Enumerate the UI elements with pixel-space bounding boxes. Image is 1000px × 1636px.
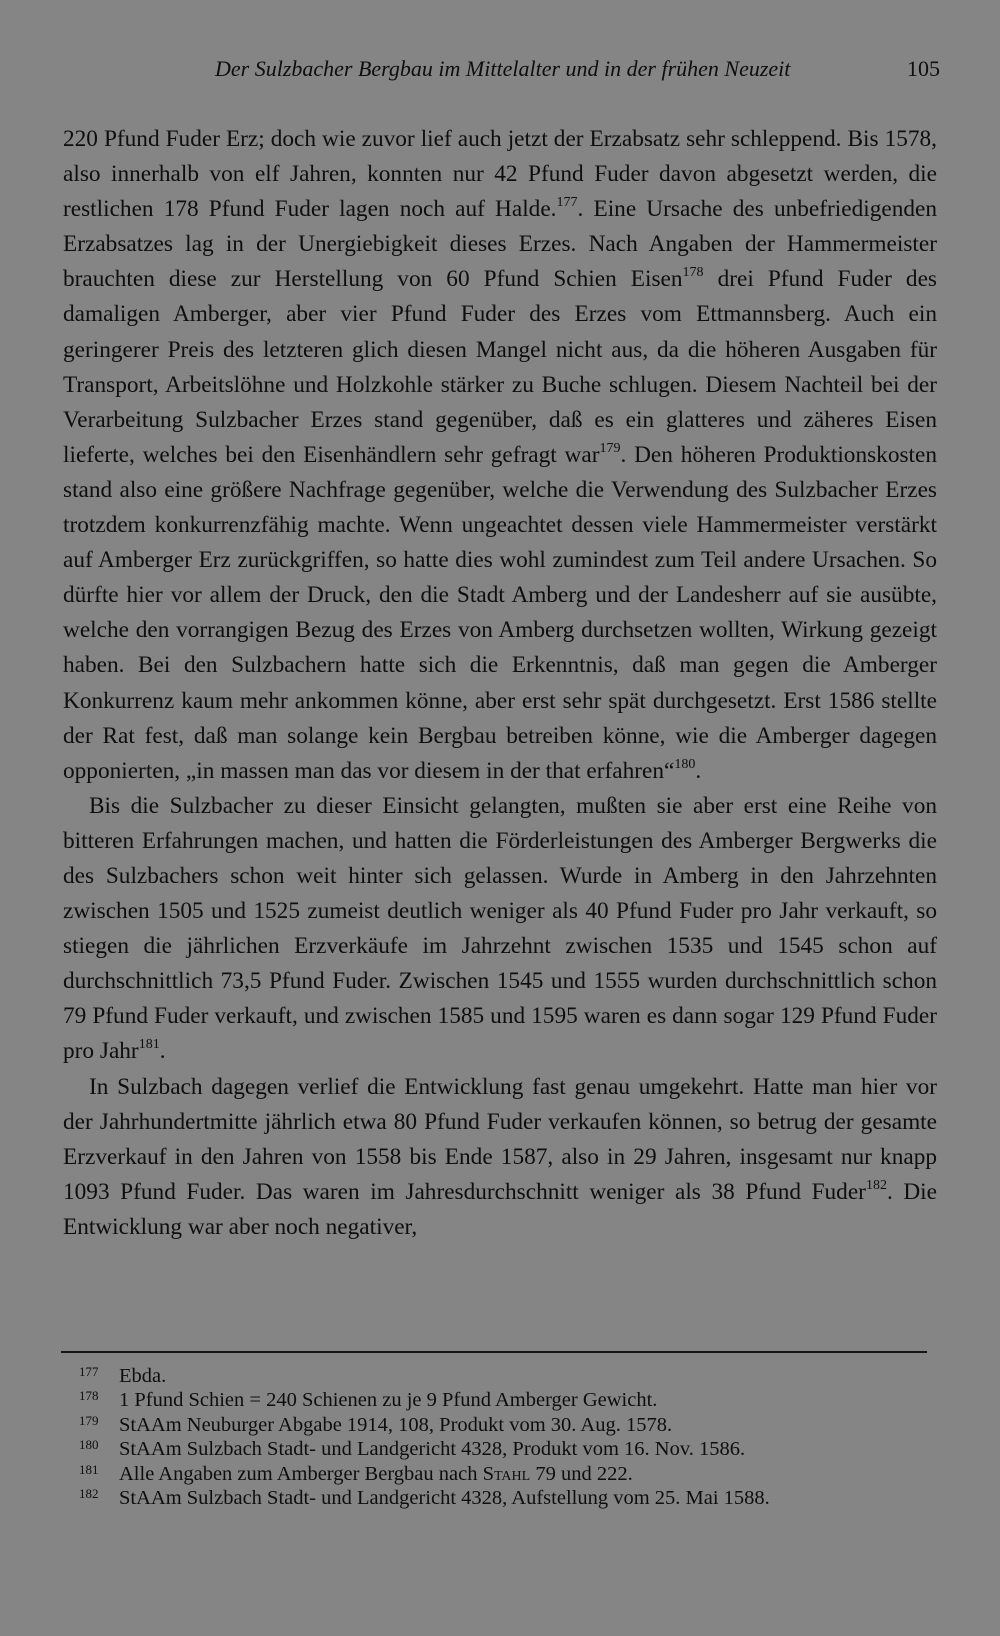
paragraph	[63, 122, 937, 789]
footnote-number: 181	[79, 1461, 99, 1477]
footnote-divider	[61, 1351, 927, 1353]
text-run: drei Pfund Fuder des damaligen Amberger, aber vier Pfund Fuder des Erzes vom Ettmannsberg. Auch ein geringerer Preis des letzteren glich diesen Mangel nicht aus, da die höheren Ausgaben für Transport, Arbeitslöhne und Holzkohle stärker zu Buche schlugen. Diesem Nachteil bei der Verarbeitung Sulzbacher Erzes stand gegenüber, daß es ein glatteres und zäheres Eisen lieferte, welches bei den Eisenhändlern sehr gefragt war	[63, 266, 937, 468]
running-title: Der Sulzbacher Bergbau im Mittelalter und in der frühen Neuzeit	[215, 56, 791, 81]
text-run: 79 und 222.	[530, 1462, 633, 1485]
text-run: . Eine Ursache des unbefriedigenden Erzabsatzes lag in der Unergiebigkeit dieses Erzes. Nach Angaben der Hammermeister brauchten diese zur Herstellung von 60 Pfund Schien Eisen	[63, 196, 937, 293]
footnote	[79, 1462, 939, 1486]
footnote-reference: 180	[674, 756, 696, 772]
footnote-reference: 179	[599, 440, 621, 456]
author-name: Stahl	[482, 1462, 531, 1485]
text-run: 1 Pfund Schien = 240 Schienen zu je 9 Pfund Amberger Gewicht.	[119, 1389, 658, 1412]
text-run: Alle Angaben zum Amberger Bergbau nach	[119, 1462, 483, 1485]
text-run: StAAm Sulzbach Stadt- und Landgericht 4328, Produkt vom 16. Nov. 1586.	[119, 1438, 746, 1461]
footnote-reference: 181	[138, 1037, 160, 1053]
footnote	[79, 1413, 939, 1437]
text-run: Ebda.	[119, 1365, 167, 1387]
footnote-number: 177	[79, 1364, 99, 1379]
footnote	[79, 1388, 939, 1412]
text-run: Bis die Sulzbacher zu dieser Einsicht gelangten, mußten sie aber erst eine Reihe von bitteren Erfahrungen machen, und hatten die Förderleistungen des Amberger Bergwerks die des Sulzbachers schon weit hinter sich gelassen. Wurde in Amberg in den Jahrzehnten zwischen 1505 und 1525 zumeist deutlich weniger als 40 Pfund Fuder pro Jahr verkauft, so stiegen die jährlichen Erzverkäufe im Jahrzehnt zwischen 1535 und 1545 schon auf durchschnittlich 73,5 Pfund Fuder. Zwischen 1545 und 1555 wurden durchschnittlich schon 79 Pfund Fuder verkauft, und zwischen 1585 und 1595 waren es dann sogar 129 Pfund Fuder pro Jahr	[63, 792, 937, 1065]
page-number: 105	[907, 56, 940, 81]
footnotes	[79, 1364, 939, 1510]
footnote-reference: 178	[682, 265, 704, 281]
running-header	[62, 52, 940, 88]
footnote-number: 182	[79, 1486, 99, 1502]
text-run: .	[159, 1038, 166, 1065]
text-run: StAAm Sulzbach Stadt- und Landgericht 4328, Aufstellung vom 25. Mai 1588.	[119, 1487, 770, 1510]
text-run: StAAm Neuburger Abgabe 1914, 108, Produkt vom 30. Aug. 1578.	[119, 1413, 673, 1436]
text-run: . Den höheren Produktionskosten stand also eine größere Nachfrage gegenüber, welche die Verwendung des Sulzbacher Erzes trotzdem konkurrenzfähig machte. Wenn ungeachtet dessen viele Hammermeister verstärkt auf Amberger Erz zurückgriffen, so hatte dies wohl zumindest zum Teil andere Ursachen. So dürfte hier vor allem der Druck, den die Stadt Amberg und der Landesherr auf sie ausübte, welche den vorrangigen Bezug des Erzes von Amberg durchsetzen wollten, Wirkung gezeigt haben. Bei den Sulzbachern hatte sich die Erkenntnis, daß man gegen die Amberger Konkurrenz kaum mehr ankommen könne, aber erst sehr spät durchgesetzt. Erst 1586 stellte der Rat fest, daß man solange kein Bergbau betreiben könne, wie die Amberger dagegen opponierten, „in massen man das vor diesem in der that erfahren“	[63, 441, 937, 784]
paragraph	[63, 789, 937, 1070]
text-run: .	[695, 757, 702, 784]
footnote-number: 178	[79, 1388, 99, 1404]
footnote-number: 180	[79, 1437, 99, 1453]
footnote	[79, 1364, 939, 1388]
footnote-reference: 177	[556, 195, 578, 211]
footnote-reference: 182	[865, 1177, 887, 1193]
text-run: 220 Pfund Fuder Erz; doch wie zuvor lief auch jetzt der Erzabsatz sehr schleppend. Bis 1578, also innerhalb von elf Jahren, konnten nur 42 Pfund Fuder davon abgesetzt werden, die restlichen 178 Pfund Fuder lagen noch auf Halde.	[63, 126, 937, 223]
text-run: . Die Entwicklung war aber noch negativer,	[63, 1178, 937, 1240]
body-text	[63, 122, 937, 1245]
footnote-number: 179	[79, 1412, 99, 1428]
paragraph	[63, 1070, 937, 1245]
text-run: In Sulzbach dagegen verlief die Entwicklung fast genau umgekehrt. Hatte man hier vor der Jahrhundertmitte jährlich etwa 80 Pfund Fuder verkaufen können, so betrug der gesamte Erzverkauf in den Jahren von 1558 bis Ende 1587, also in 29 Jahren, insgesamt nur knapp 1093 Pfund Fuder. Das waren im Jahresdurchschnitt weniger als 38 Pfund Fuder	[63, 1073, 937, 1205]
footnote	[79, 1437, 939, 1461]
footnote	[79, 1486, 939, 1510]
